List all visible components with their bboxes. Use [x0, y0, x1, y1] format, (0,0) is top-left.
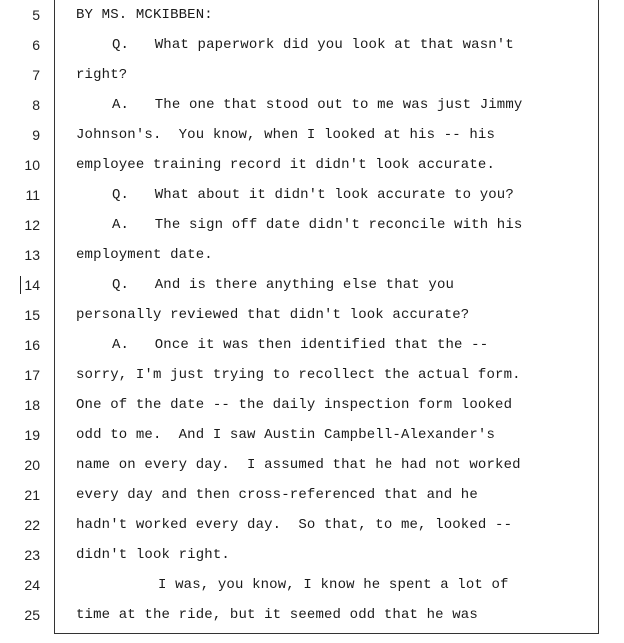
line-number: 25 — [24, 607, 40, 623]
transcript-line — [0, 210, 600, 240]
transcript-line — [0, 600, 600, 630]
transcript-line — [0, 270, 600, 300]
line-text: employment date. — [76, 247, 213, 263]
transcript-line — [0, 60, 600, 90]
line-text: time at the ride, but it seemed odd that he was — [76, 607, 478, 623]
line-number: 18 — [24, 397, 40, 413]
line-number: 23 — [24, 547, 40, 563]
line-text: One of the date -- the daily inspection form looked — [76, 397, 513, 413]
line-number: 6 — [32, 37, 40, 53]
line-text: A. Once it was then identified that the -- — [112, 337, 489, 353]
line-number: 5 — [32, 7, 40, 23]
line-number: 19 — [24, 427, 40, 443]
line-text: Q. What paperwork did you look at that wasn't — [112, 37, 514, 53]
line-number: 13 — [24, 247, 40, 263]
line-text: didn't look right. — [76, 547, 230, 563]
line-number: 15 — [24, 307, 40, 323]
line-text: hadn't worked every day. So that, to me, looked -- — [76, 517, 513, 533]
line-text: odd to me. And I saw Austin Campbell-Alexander's — [76, 427, 496, 443]
line-text: Q. What about it didn't look accurate to you? — [112, 187, 514, 203]
line-text: A. The one that stood out to me was just Jimmy — [112, 97, 523, 113]
transcript-line — [0, 180, 600, 210]
line-number: 10 — [24, 157, 40, 173]
transcript-line — [0, 90, 600, 120]
line-number: 7 — [32, 67, 40, 83]
line-number: 17 — [24, 367, 40, 383]
transcript-line — [0, 330, 600, 360]
transcript-line — [0, 540, 600, 570]
line-number: 11 — [25, 187, 40, 203]
transcript-line — [0, 390, 600, 420]
transcript-line — [0, 360, 600, 390]
transcript-line — [0, 150, 600, 180]
line-number: 20 — [24, 457, 40, 473]
line-number: 12 — [24, 217, 40, 233]
transcript-line — [0, 0, 600, 30]
line-text: employee training record it didn't look accurate. — [76, 157, 496, 173]
line-text: personally reviewed that didn't look accurate? — [76, 307, 470, 323]
transcript-line — [0, 120, 600, 150]
line-text: I was, you know, I know he spent a lot of — [158, 577, 509, 593]
bottom-margin-rule — [54, 633, 599, 634]
line-text: every day and then cross-referenced that and he — [76, 487, 478, 503]
transcript-line — [0, 240, 600, 270]
line-text: right? — [76, 67, 128, 83]
transcript-line — [0, 300, 600, 330]
line-text: name on every day. I assumed that he had not worked — [76, 457, 521, 473]
transcript-line — [0, 480, 600, 510]
line-number: 9 — [32, 127, 40, 143]
line-text: Q. And is there anything else that you — [112, 277, 455, 293]
line-text: Johnson's. You know, when I looked at his -- his — [76, 127, 496, 143]
line-number: 24 — [24, 577, 40, 593]
line-text: A. The sign off date didn't reconcile with his — [112, 217, 523, 233]
transcript-line — [0, 510, 600, 540]
transcript-line — [0, 570, 600, 600]
transcript-line — [0, 450, 600, 480]
transcript-line — [0, 30, 600, 60]
line-number: 8 — [32, 97, 40, 113]
line-number: 21 — [24, 487, 40, 503]
line-number: 14 — [24, 277, 40, 293]
line-number: 22 — [24, 517, 40, 533]
line-text: sorry, I'm just trying to recollect the actual form. — [76, 367, 521, 383]
transcript-line — [0, 420, 600, 450]
line-text: BY MS. MCKIBBEN: — [76, 7, 213, 23]
line-number: 16 — [24, 337, 40, 353]
